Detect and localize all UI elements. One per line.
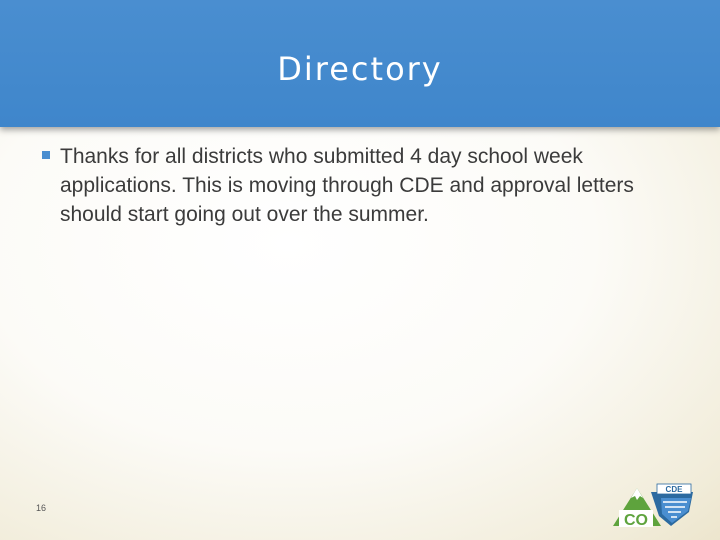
- bullet-item: [40, 142, 680, 229]
- title-bar: [0, 0, 720, 127]
- square-bullet-icon: [42, 151, 50, 159]
- bullet-text: Thanks for all districts who submitted 4 day school week applications. This is moving through CDE and approval letters should start going out over the summer.: [60, 145, 634, 226]
- slide-title: Directory: [277, 50, 443, 88]
- cde-logo-text: CDE: [665, 485, 683, 494]
- co-logo-text: CO: [624, 512, 648, 529]
- slide-content: [40, 142, 680, 229]
- cde-logo: [613, 482, 695, 530]
- slide-number: 16: [36, 503, 47, 513]
